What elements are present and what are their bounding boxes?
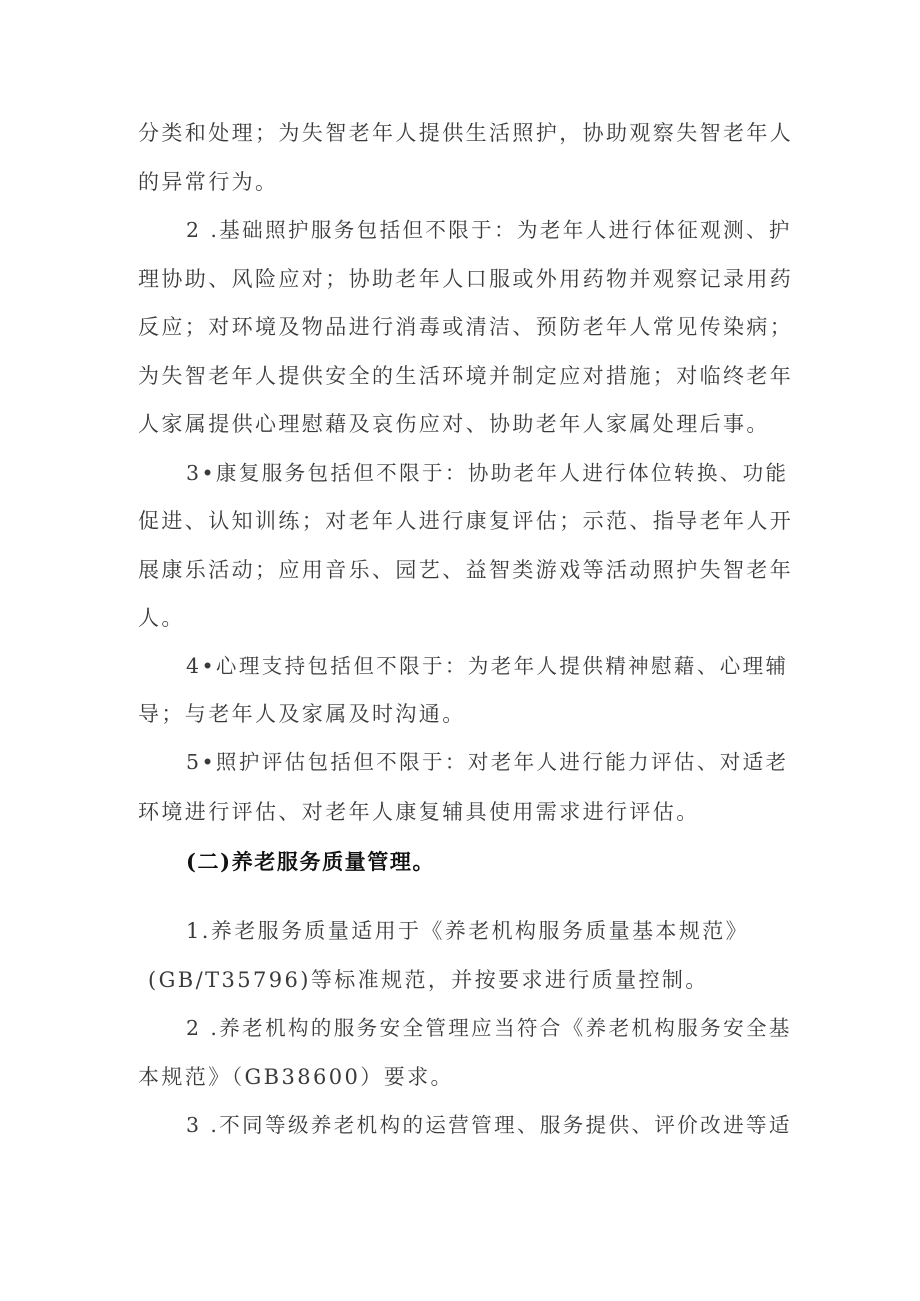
paragraph-line: 反应；对环境及物品进行消毒或清洁、预防老年人常见传染病； (138, 315, 794, 339)
paragraph-line: 3•康复服务包括但不限于：协助老年人进行体位转换、功能 (186, 461, 789, 485)
paragraph-line: 4•心理支持包括但不限于：为老年人提供精神慰藉、心理辅 (186, 654, 789, 678)
paragraph-line: 2 .基础照护服务包括但不限于：为老年人进行体征观测、护 (186, 218, 792, 242)
paragraph-line: 5•照护评估包括但不限于：对老年人进行能力评估、对适老 (186, 750, 789, 774)
paragraph-line: 促进、认知训练；对老年人进行康复评估；示范、指导老年人开 (138, 509, 794, 533)
paragraph-line: 本规范》（GB38600）要求。 (138, 1065, 454, 1089)
paragraph-line: 分类和处理；为失智老年人提供生活照护，协助观察失智老年人 (138, 121, 794, 145)
paragraph-line: 的异常行为。 (138, 170, 279, 194)
paragraph-line: 为失智老年人提供安全的生活环境并制定应对措施；对临终老年 (138, 364, 794, 388)
paragraph-line: 2 .养老机构的服务安全管理应当符合《养老机构服务安全基 (186, 1016, 792, 1040)
paragraph-line: 3 .不同等级养老机构的运营管理、服务提供、评价改进等适 (186, 1113, 792, 1137)
paragraph-line: 理协助、风险应对；协助老年人口服或外用药物并观察记录用药 (138, 267, 794, 291)
paragraph-line: (GB/T35796)等标准规范，并按要求进行质量控制。 (148, 968, 709, 992)
paragraph-line: 人家属提供心理慰藉及哀伤应对、协助老年人家属处理后事。 (138, 412, 770, 436)
paragraph-line: 导；与老年人及家属及时沟通。 (138, 702, 466, 726)
paragraph-line: 展康乐活动；应用音乐、园艺、益智类游戏等活动照护失智老年 (138, 558, 794, 582)
section-heading: (二)养老服务质量管理。 (186, 849, 436, 874)
paragraph-line: 1.养老服务质量适用于《养老机构服务质量基本规范》 (186, 919, 750, 943)
paragraph-line: 人。 (138, 606, 185, 630)
paragraph-line: 环境进行评估、对老年人康复辅具使用需求进行评估。 (138, 800, 700, 824)
